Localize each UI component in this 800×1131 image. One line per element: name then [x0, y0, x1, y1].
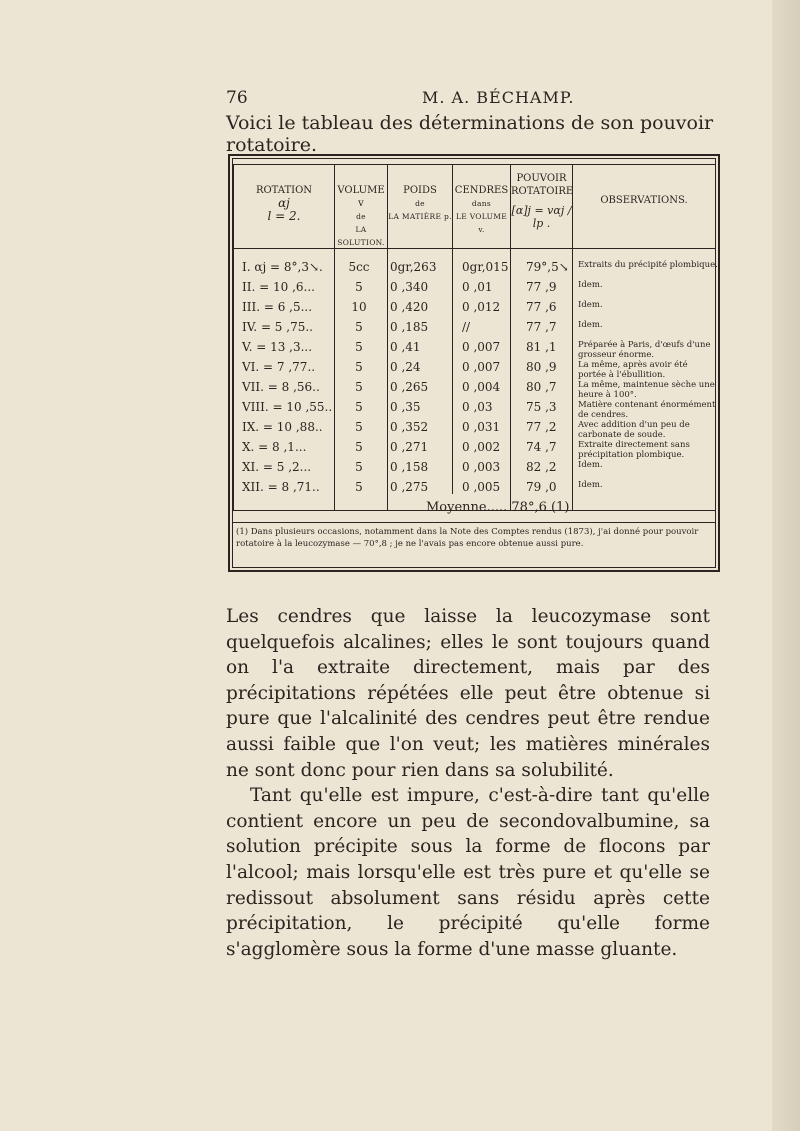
header-rotation	[234, 184, 334, 223]
cell-poids: 0 ,185	[390, 320, 429, 334]
cell-observation: La même, après avoir été portée à l'ébullition.	[578, 360, 688, 380]
cell-rotation: X. = 8 ,1...	[242, 440, 307, 454]
cell-poids: 0 ,24	[390, 360, 421, 374]
header-volume-sub2: LA SOLUTION.	[337, 225, 385, 247]
paragraph-2: Tant qu'elle est impure, c'est-à-dire tant qu'elle contient encore un peu de secondovalbumine, sa solution précipite sous la forme de flocons par l'alcool; mais lorsqu'elle est très pure et qu'elle se redissout absolument sans résidu après cette précipitation, le précipité qu'elle forme s'agglomère sous la forme d'une masse gluante.	[226, 785, 710, 960]
cell-volume: 10	[351, 300, 367, 314]
cell-volume: 5	[355, 460, 363, 474]
running-title: M. A. BÉCHAMP.	[422, 88, 575, 107]
cell-poids: 0 ,35	[390, 400, 421, 414]
cell-volume: 5	[355, 380, 363, 394]
cell-pouvoir: 80 ,9	[526, 360, 557, 374]
header-volume	[335, 184, 387, 249]
header-observations	[573, 194, 715, 207]
cell-rotation: IV. = 5 ,75..	[242, 320, 313, 334]
cell-cendres: 0 ,031	[462, 420, 501, 434]
cell-rotation: II. = 10 ,6...	[242, 280, 315, 294]
table-top-rule	[233, 164, 715, 165]
table-row	[230, 420, 718, 440]
cell-pouvoir: 74 ,7	[526, 440, 557, 454]
cell-observation: Idem.	[578, 460, 603, 470]
cell-volume: 5	[355, 420, 363, 434]
cell-cendres: 0 ,007	[462, 360, 501, 374]
header-cendres-sub1: dans	[471, 199, 492, 208]
cell-rotation: III. = 6 ,5...	[242, 300, 313, 314]
cell-volume: 5	[355, 480, 363, 494]
cell-pouvoir: 80 ,7	[526, 380, 557, 394]
header-cendres-sub2: LE VOLUME v.	[455, 212, 508, 234]
cell-pouvoir: 79°,5↘	[526, 260, 569, 274]
cell-poids: 0 ,41	[390, 340, 421, 354]
average-row: Moyenne..... 78°,6 (1)	[426, 500, 570, 515]
cell-poids: 0 ,265	[390, 380, 429, 394]
cell-observation: Préparée à Paris, d'œufs d'une grosseur énorme.	[578, 340, 711, 360]
cell-observation: Idem.	[578, 480, 603, 490]
rotation-table	[228, 154, 720, 572]
cell-poids: 0 ,340	[390, 280, 429, 294]
cell-cendres: 0 ,012	[462, 300, 501, 314]
cell-rotation: XII. = 8 ,71..	[242, 480, 320, 494]
header-rule	[233, 248, 715, 249]
header-poids	[388, 184, 452, 223]
cell-volume: 5	[355, 340, 363, 354]
cell-cendres: 0 ,003	[462, 460, 501, 474]
cell-pouvoir: 77 ,7	[526, 320, 557, 334]
cell-volume: 5cc	[348, 260, 370, 274]
table-row	[230, 460, 718, 480]
cell-poids: 0 ,352	[390, 420, 429, 434]
table-footnote: (1) Dans plusieurs occasions, notamment dans la Note des Comptes rendus (1873), j'ai donné pour pouvoir rotatoire à la leucozymase — 70°,8 ; je ne l'avais pas encore obtenue aussi pure.	[236, 527, 699, 549]
cell-rotation: VII. = 8 ,56..	[242, 380, 320, 394]
cell-pouvoir: 77 ,9	[526, 280, 557, 294]
footnote-rule	[233, 522, 715, 523]
table-row	[230, 260, 718, 280]
cell-rotation: V. = 13 ,3...	[242, 340, 313, 354]
cell-rotation: I. αj = 8°,3↘.	[242, 260, 323, 274]
cell-observation: La même, maintenue sèche une heure à 100°.	[578, 380, 715, 400]
header-volume-sub1: de	[356, 212, 366, 221]
cell-poids: 0 ,420	[390, 300, 429, 314]
cell-cendres: 0 ,002	[462, 440, 501, 454]
header-poids-sub2: LA MATIÈRE p.	[388, 212, 452, 221]
cell-poids: 0 ,271	[390, 440, 429, 454]
cell-poids: 0gr,263	[390, 260, 437, 274]
cell-observation: Avec addition d'un peu de carbonate de soude.	[578, 420, 690, 440]
cell-rotation: VIII. = 10 ,55..	[242, 400, 333, 414]
cell-pouvoir: 75 ,3	[526, 400, 557, 414]
page-header	[226, 88, 726, 110]
cell-observation: Extraite directement sans précipitation plombique.	[578, 440, 690, 460]
header-rotation-length: l = 2.	[267, 209, 301, 223]
cell-pouvoir: 81 ,1	[526, 340, 557, 354]
header-poids-title: POIDS	[403, 185, 437, 196]
table-row	[230, 360, 718, 380]
table-row	[230, 320, 718, 340]
cell-volume: 5	[355, 400, 363, 414]
cell-observation: Idem.	[578, 280, 603, 290]
cell-volume: 5	[355, 320, 363, 334]
header-rotation-title: ROTATION	[255, 185, 313, 196]
header-pouvoir-formula: [α]j = vαj / lp .	[511, 204, 572, 230]
cell-cendres: 0gr,015	[462, 260, 509, 274]
header-poids-sub1: de	[415, 199, 425, 208]
cell-volume: 5	[355, 440, 363, 454]
cell-cendres: 0 ,004	[462, 380, 501, 394]
cell-volume: 5	[355, 280, 363, 294]
header-volume-title: VOLUME v	[337, 185, 385, 209]
cell-pouvoir: 77 ,2	[526, 420, 557, 434]
paragraph-1: Les cendres que laisse la leucozymase sont quelquefois alcalines; elles le sont toujours quand on l'a extraite directement, mais par des précipitations répétées elle peut être obtenue si pure que l'alcalinité des cendres peut être rendue aussi faible que l'on veut; les matières minérales ne sont donc pour rien dans sa solubilité.	[226, 606, 710, 781]
header-pouvoir-title1: POUVOIR	[516, 173, 567, 184]
table-row	[230, 300, 718, 320]
table-row	[230, 280, 718, 300]
cell-volume: 5	[355, 360, 363, 374]
body-text	[226, 604, 710, 962]
cell-pouvoir: 79 ,0	[526, 480, 557, 494]
header-pouvoir	[511, 172, 572, 230]
page-edge	[772, 0, 800, 1131]
table-row	[230, 400, 718, 420]
intro-sentence: Voici le tableau des déterminations de son pouvoir rotatoire.	[226, 112, 714, 156]
table-row	[230, 480, 718, 500]
cell-cendres: 0 ,005	[462, 480, 501, 494]
header-pouvoir-title2: ROTATOIRE	[511, 186, 574, 197]
header-cendres-title: CENDRES	[454, 185, 509, 196]
cell-cendres: 0 ,01	[462, 280, 493, 294]
page-number: 76	[226, 88, 248, 108]
cell-cendres: 0 ,007	[462, 340, 501, 354]
cell-pouvoir: 77 ,6	[526, 300, 557, 314]
header-observations-title: OBSERVATIONS.	[600, 195, 688, 206]
cell-observation: Matière contenant énormément de cendres.	[578, 400, 716, 420]
table-row	[230, 340, 718, 360]
cell-cendres: //	[462, 320, 471, 334]
header-cendres	[453, 184, 510, 236]
cell-observation: Extraits du précipité plombique.	[578, 260, 718, 270]
cell-cendres: 0 ,03	[462, 400, 493, 414]
cell-observation: Idem.	[578, 300, 603, 310]
table-row	[230, 380, 718, 400]
cell-poids: 0 ,275	[390, 480, 429, 494]
cell-observation: Idem.	[578, 320, 603, 330]
cell-rotation: VI. = 7 ,77..	[242, 360, 316, 374]
cell-rotation: IX. = 10 ,88..	[242, 420, 323, 434]
table-row	[230, 440, 718, 460]
header-rotation-symbol: αj	[278, 196, 290, 210]
cell-poids: 0 ,158	[390, 460, 429, 474]
cell-pouvoir: 82 ,2	[526, 460, 557, 474]
cell-rotation: XI. = 5 ,2...	[242, 460, 312, 474]
